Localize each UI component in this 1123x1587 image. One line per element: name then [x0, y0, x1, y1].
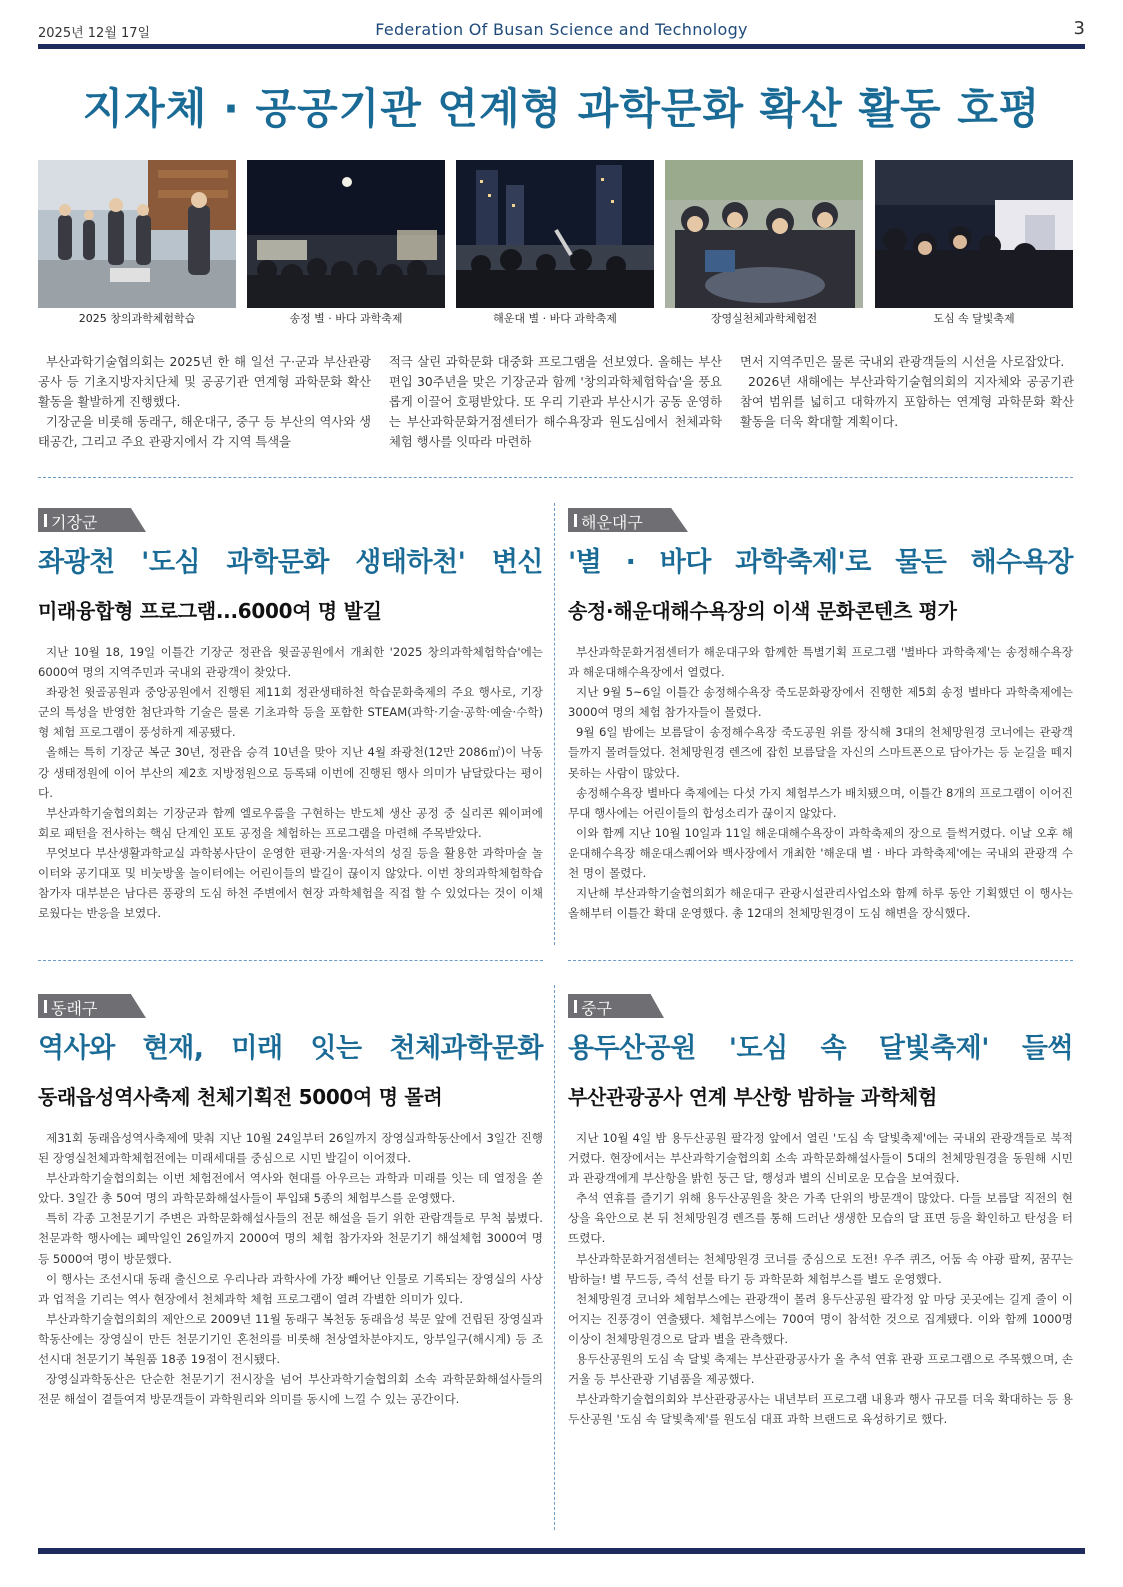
- organization-name: Federation Of Busan Science and Technology: [375, 20, 748, 39]
- photo-5: [875, 160, 1073, 326]
- region-tag: [568, 508, 1073, 532]
- photo-image: [875, 160, 1073, 308]
- section-divider: [38, 960, 543, 961]
- article-title: 용두산공원 '도심 속 달빛축제' 들썩: [568, 1033, 1073, 1064]
- region-tag: [38, 994, 543, 1018]
- article-paragraph: 천체망원경 코너와 체험부스에는 관광객이 몰려 용두산공원 팔각정 앞 마당 곳곳에는 길게 줄이 이어지는 진풍경이 연출됐다. 체험부스에는 700여 명이 참석한 것으로 집계됐다. 이와 함께 1000명 이상이 천체망원경으로 달과 별을 관측했다.: [568, 1291, 1073, 1346]
- article-paragraph: 좌광천 윗골공원과 중앙공원에서 진행된 제11회 정관생태하천 학습문화축제의 주요 행사로, 기장군의 특성을 반영한 첨단과학 기술은 물론 기초과학 등을 포함한 STEAM(과학·기술·공학·예술·수학)형 체험 프로그램이 풍성하게 제공됐다.: [38, 685, 543, 740]
- intro-paragraph: 면서 지역주민은 물론 국내외 관광객들의 시선을 사로잡았다.: [740, 355, 1065, 369]
- photo-image: [38, 160, 236, 308]
- article-paragraph: 지난 10월 18, 19일 이틀간 기장군 정관읍 윗골공원에서 개최한 '2025 창의과학체험학습'에는 6000여 명의 지역주민과 국내외 관광객이 찾았다.: [38, 645, 543, 680]
- photo-2: [247, 160, 445, 326]
- photo-1: [38, 160, 236, 326]
- region-tag-label: 기장군: [51, 513, 98, 532]
- intro-paragraph: 적극 살린 과학문화 대중화 프로그램을 선보였다. 올해는 부산 편입 30주년을 맞은 기장군과 함께 '창의과학체험학습'을 풍요롭게 이끌어 호평받았다. 또 우리 기관과 부산시가 공동 운영하는 부산과학문화거점센터가 해수욕장과 원도심에서 천체과학체험 행사를 잇따라 마련하: [389, 355, 722, 449]
- column-divider: [554, 503, 555, 945]
- photo-caption: 도심 속 달빛축제: [933, 312, 1015, 325]
- section-divider: [568, 960, 1073, 961]
- photo-caption: 장영실천체과학체험전: [710, 312, 818, 325]
- article-paragraph: 9월 6일 밤에는 보름달이 송정해수욕장 죽도공원 위를 장식해 3대의 천체망원경 코너에는 관광객들까지 몰려들었다. 천체망원경 렌즈에 잡힌 보름달을 자신의 스마트폰으로 담아가는 등 눈길을 떼지 못하는 사람이 많았다.: [568, 725, 1073, 780]
- column-divider: [554, 985, 555, 1530]
- article-paragraph: 부산과학기술협의회는 기장군과 함께 엘로우룸을 구현하는 반도체 생산 공정 중 실리콘 웨이퍼에 회로 패턴을 전사하는 핵심 단계인 포토 공정을 체험하는 프로그램을 마련해 주목받았다.: [38, 805, 543, 840]
- article-junggu: [568, 994, 1073, 1429]
- photo-4: [665, 160, 863, 326]
- intro-column-1: [38, 352, 371, 452]
- article-paragraph: 부산과학기술협의회의 제안으로 2009년 11월 동래구 복천동 동래읍성 북문 앞에 건립된 장영실과학동산에는 장영실이 만든 천문기기인 혼천의를 비롯해 천상열차분야지도, 앙부일구(해시계) 등 조선시대 천문기기 복원품 18종 19점이 전시됐다.: [38, 1311, 543, 1367]
- intro-paragraph: 부산과학기술협의회는 2025년 한 해 일선 구·군과 부산관광공사 등 기초지방자치단체 및 공공기관 연계형 과학문화 확산 활동을 활발하게 진행했다.: [38, 355, 371, 409]
- article-body: [38, 1128, 543, 1409]
- article-paragraph: 부산과학문화거점센터는 천체망원경 코너를 중심으로 도전! 우주 퀴즈, 어둠 속 야광 팔찌, 꿈꾸는 밤하늘! 별 무드등, 즉석 선물 타기 등 과학문화 체험부스를 별도 운영했다.: [568, 1251, 1073, 1286]
- article-subtitle: 송정·해운대해수욕장의 이색 문화콘텐츠 평가: [568, 599, 957, 623]
- footer-rule: [38, 1548, 1085, 1554]
- photo-image: [665, 160, 863, 308]
- region-tag-label: 중구: [581, 999, 612, 1018]
- intro-paragraph: 기장군을 비롯해 동래구, 해운대구, 중구 등 부산의 역사와 생태공간, 그리고 주요 관광지에서 각 지역 특색을: [38, 415, 371, 449]
- article-paragraph: 특히 각종 고천문기기 주변은 과학문화해설사들의 전문 해설을 듣기 위한 관람객들로 무척 붐볐다. 천문과학 행사에는 폐막일인 26일까지 2000여 명의 체험 참가자와 천문기기 해설체험 3000여 명 등 5000여 명이 방문했다.: [38, 1211, 543, 1266]
- article-paragraph: 용두산공원의 도심 속 달빛 축제는 부산관광공사가 올 추석 연휴 관광 프로그램으로 주목했으며, 손거울 등 부산관광 기념품을 제공했다.: [568, 1352, 1073, 1387]
- page-header: [38, 18, 1085, 44]
- photo-image: [456, 160, 654, 308]
- photo-caption: 2025 창의과학체험학습: [78, 312, 196, 325]
- region-tag: [568, 994, 1073, 1018]
- article-paragraph: 부산과학기술협의회는 이번 체험전에서 역사와 현대를 아우르는 과학과 미래를 잇는 데 열정을 쏟았다. 3일간 총 50여 명의 과학문화해설사들이 투입돼 5종의 체험부스를 운영했다.: [38, 1171, 543, 1206]
- article-paragraph: 부산과학기술협의회와 부산관광공사는 내년부터 프로그램 내용과 행사 규모를 더욱 확대하는 등 용두산공원 '도심 속 달빛축제'를 원도심 대표 과학 브랜드로 육성하기로 했다.: [568, 1392, 1073, 1427]
- article-paragraph: 이 행사는 조선시대 동래 출신으로 우리나라 과학사에 가장 빼어난 인물로 기록되는 장영실의 사상과 업적을 기리는 역사 현장에서 천체과학 체험 프로그램이 열려 각별한 의미가 있다.: [38, 1271, 543, 1306]
- intro-column-2: [389, 352, 722, 452]
- photo-strip: [38, 160, 1085, 326]
- article-paragraph: 부산과학문화거점센터가 해운대구와 함께한 특별기획 프로그램 '별바다 과학축제'는 송정해수욕장과 해운대해수욕장에서 열렸다.: [568, 645, 1073, 680]
- article-title: 좌광천 '도심 과학문화 생태하천' 변신: [38, 547, 543, 578]
- article-subtitle: 미래융합형 프로그램...6000여 명 발길: [38, 599, 382, 623]
- issue-date: 2025년 12월 17일: [38, 26, 151, 41]
- header-rule: [38, 44, 1085, 49]
- region-tag-label: 동래구: [51, 999, 98, 1018]
- page-title: 지자체 · 공공기관 연계형 과학문화 확산 활동 호평: [82, 84, 1041, 133]
- article-title: 역사와 현재, 미래 잇는 천체과학문화: [38, 1033, 543, 1064]
- article-haeundae: [568, 508, 1073, 923]
- article-paragraph: 이와 함께 지난 10월 10일과 11일 해운대해수욕장이 과학축제의 장으로 들썩거렸다. 이날 오후 해운대해수욕장 해운대스퀘어와 백사장에서 개최한 '해운대 별 · 바다 과학축제'에는 국내외 관광객 수천 명이 몰렸다.: [568, 825, 1073, 881]
- article-paragraph: 올해는 특히 기장군 복군 30년, 정관읍 승격 10년을 맞아 지난 4월 좌광천(12만 2086㎡)이 낙동강 생태정원에 이어 부산의 제2호 지방정원으로 등록돼 이번에 진행된 행사 의미가 남달랐다는 평이다.: [38, 745, 543, 800]
- article-title: '별 · 바다 과학축제'로 물든 해수욕장: [568, 547, 1073, 578]
- photo-3: [456, 160, 654, 326]
- article-body: [568, 1128, 1073, 1429]
- article-paragraph: 추석 연휴를 즐기기 위해 용두산공원을 찾은 가족 단위의 방문객이 많았다. 다들 보름달 직전의 현상을 육안으로 본 뒤 천체망원경 렌즈를 통해 드러난 생생한 모습의 달 표면 등을 확인하고 탄성을 터뜨렸다.: [568, 1191, 1073, 1246]
- photo-image: [247, 160, 445, 308]
- article-paragraph: 장영실과학동산은 단순한 천문기기 전시장을 넘어 부산과학기술협의회 소속 과학문화해설사들의 전문 해설이 곁들여져 방문객들이 과학원리와 의미를 동시에 느낄 수 있는 공간이다.: [38, 1372, 543, 1407]
- article-dongnae: [38, 994, 543, 1409]
- article-subtitle: 부산관광공사 연계 부산항 밤하늘 과학체험: [568, 1085, 938, 1109]
- article-subtitle: 동래읍성역사축제 천체기획전 5000여 명 몰려: [38, 1085, 443, 1109]
- article-paragraph: 송정해수욕장 별바다 축제에는 다섯 가지 체험부스가 배치됐으며, 이틀간 8개의 프로그램이 이어진 무대 행사에는 어린이들의 합성소리가 끊이지 않았다.: [568, 785, 1073, 820]
- article-paragraph: 무엇보다 부산생활과학교실 과학봉사단이 운영한 편광·거울·자석의 성질 등을 활용한 과학마술 놀이터와 공기대포 및 비눗방울 놀이터에는 어린이들의 발길이 끊이지 않았다. 이번 창의과학체험학습 참가자 대부분은 남다른 풍광의 도심 하천 주변에서 현장 과학체험을 직접 할 수 있었다는 것이 이채로웠다는 반응을 보였다.: [38, 845, 543, 921]
- article-paragraph: 지난 10월 4일 밤 용두산공원 팔각정 앞에서 열린 '도심 속 달빛축제'에는 국내외 관광객들로 북적거렸다. 현장에서는 부산과학기술협의회 소속 과학문화해설사들이 5대의 천체망원경을 동원해 시민과 관광객에게 부산항을 밝힌 둥근 달, 행성과 별의 신비로운 모습을 보여줬다.: [568, 1131, 1073, 1186]
- article-paragraph: 제31회 동래읍성역사축제에 맞춰 지난 10월 24일부터 26일까지 장영실과학동산에서 3일간 진행된 장영실천체과학체험전에는 미래세대를 중심으로 시민 발길이 이어졌다.: [38, 1131, 543, 1166]
- article-paragraph: 지난 9월 5~6일 이틀간 송정해수욕장 죽도문화광장에서 진행한 제5회 송정 별바다 과학축제에는 3000여 명의 체험 참가자들이 몰렸다.: [568, 685, 1073, 720]
- article-body: [568, 642, 1073, 923]
- article-paragraph: 지난해 부산과학기술협의회가 해운대구 관광시설관리사업소와 함께 하루 동안 기획했던 이 행사는 올해부터 이틀간 확대 운영했다. 총 12대의 천체망원경이 도심 해변을 장식했다.: [568, 886, 1073, 921]
- region-tag: [38, 508, 543, 532]
- photo-caption: 송정 별 · 바다 과학축제: [289, 312, 403, 325]
- page-number: 3: [1073, 18, 1085, 39]
- photo-caption: 해운대 별 · 바다 과학축제: [493, 312, 617, 325]
- region-tag-label: 해운대구: [581, 513, 643, 532]
- section-divider: [38, 477, 1073, 478]
- article-body: [38, 642, 543, 923]
- intro-column-3: [740, 352, 1074, 432]
- article-gijang: [38, 508, 543, 923]
- intro-paragraph: 2026년 새해에는 부산과학기술협의회의 지자체와 공공기관 참여 범위를 넓히고 대학까지 포함하는 연계형 과학문화 확산 활동을 더욱 확대할 계획이다.: [740, 375, 1074, 429]
